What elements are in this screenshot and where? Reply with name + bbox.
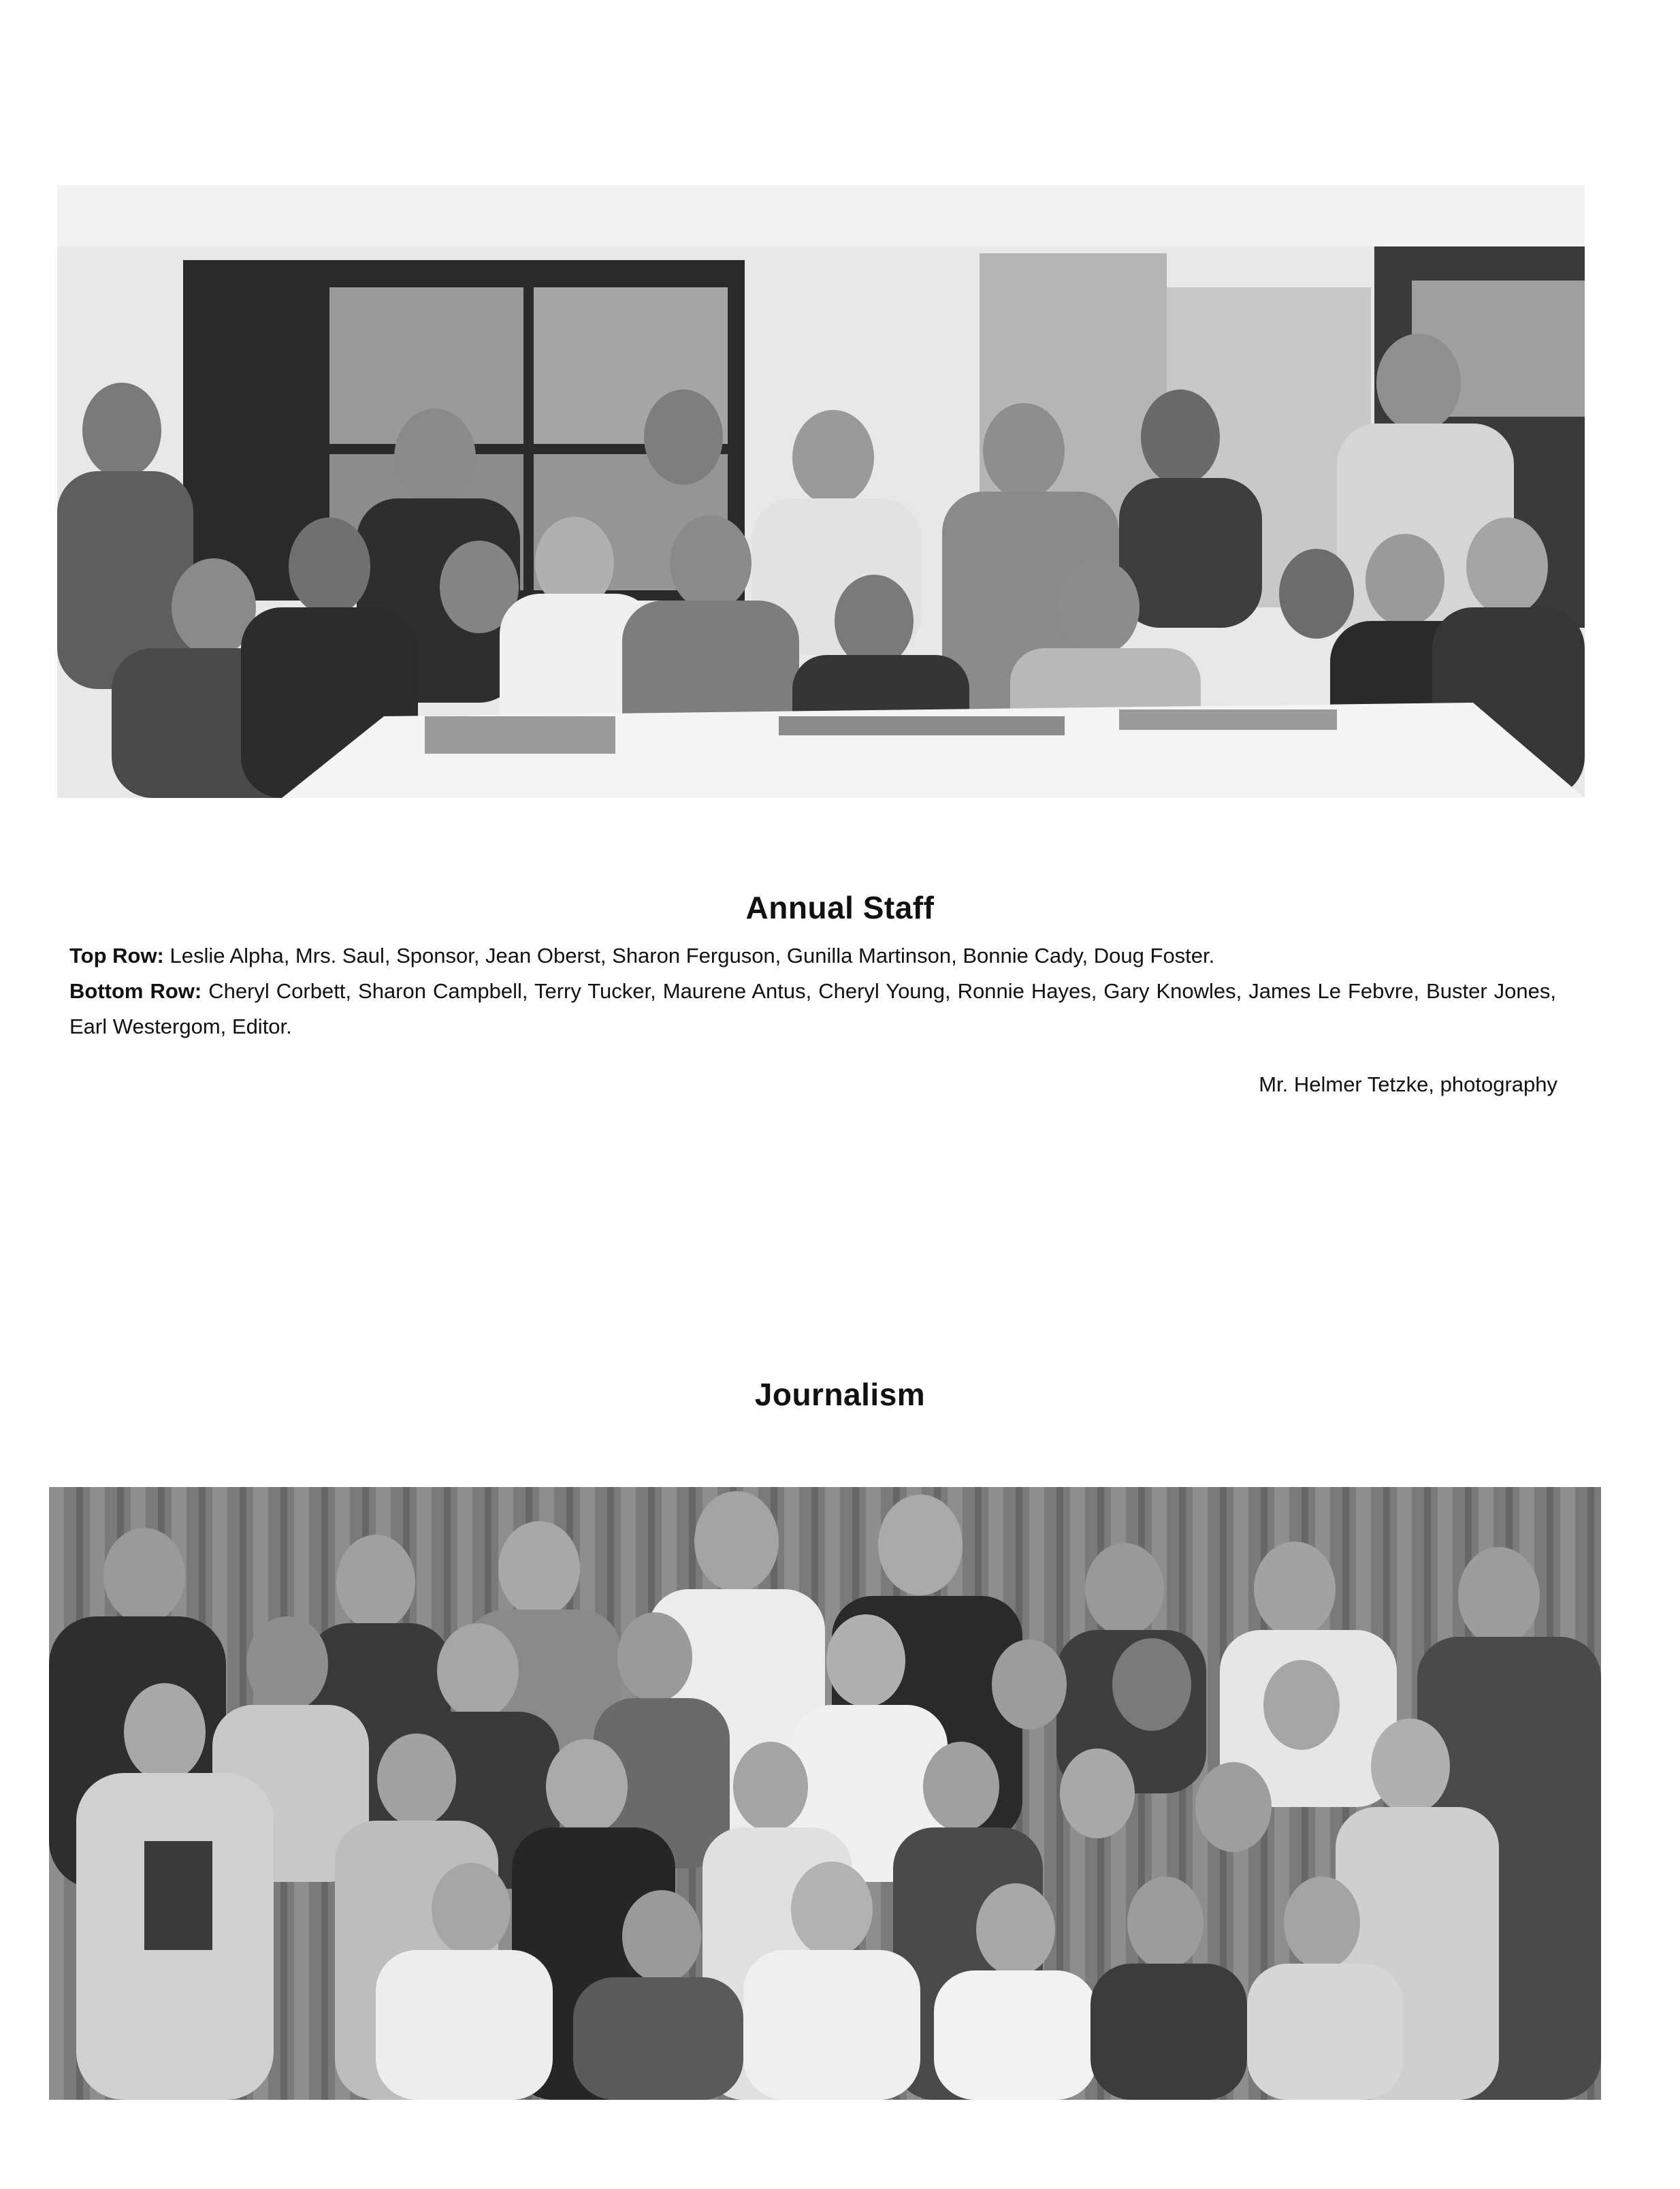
journalism-heading: Journalism [754, 1376, 926, 1412]
bottom-row-caption [69, 974, 1556, 1044]
top-row-caption [69, 938, 1556, 974]
journalism-photo-drawing [49, 1487, 1601, 2100]
annual-staff-photo [57, 185, 1585, 798]
bottom-row-label: Bottom Row: [69, 979, 202, 1003]
annual-staff-photo-drawing [57, 185, 1585, 798]
top-row-label: Top Row: [69, 944, 164, 968]
annual-staff-heading: Annual Staff [745, 889, 935, 925]
journalism-photo [49, 1487, 1601, 2100]
bottom-row-names: Cheryl Corbett, Sharon Campbell, Terry Tucker, Maurene Antus, Cheryl Young, Ronnie Hayes, Gary Knowles, James Le Febvre, Buster Jones, Earl Westergom, Editor. [69, 979, 1556, 1038]
top-row-names: Leslie Alpha, Mrs. Saul, Sponsor, Jean Oberst, Sharon Ferguson, Gunilla Martinson, Bonnie Cady, Doug Foster. [169, 944, 1215, 968]
photography-credit: Mr. Helmer Tetzke, photography [1259, 1072, 1557, 1096]
